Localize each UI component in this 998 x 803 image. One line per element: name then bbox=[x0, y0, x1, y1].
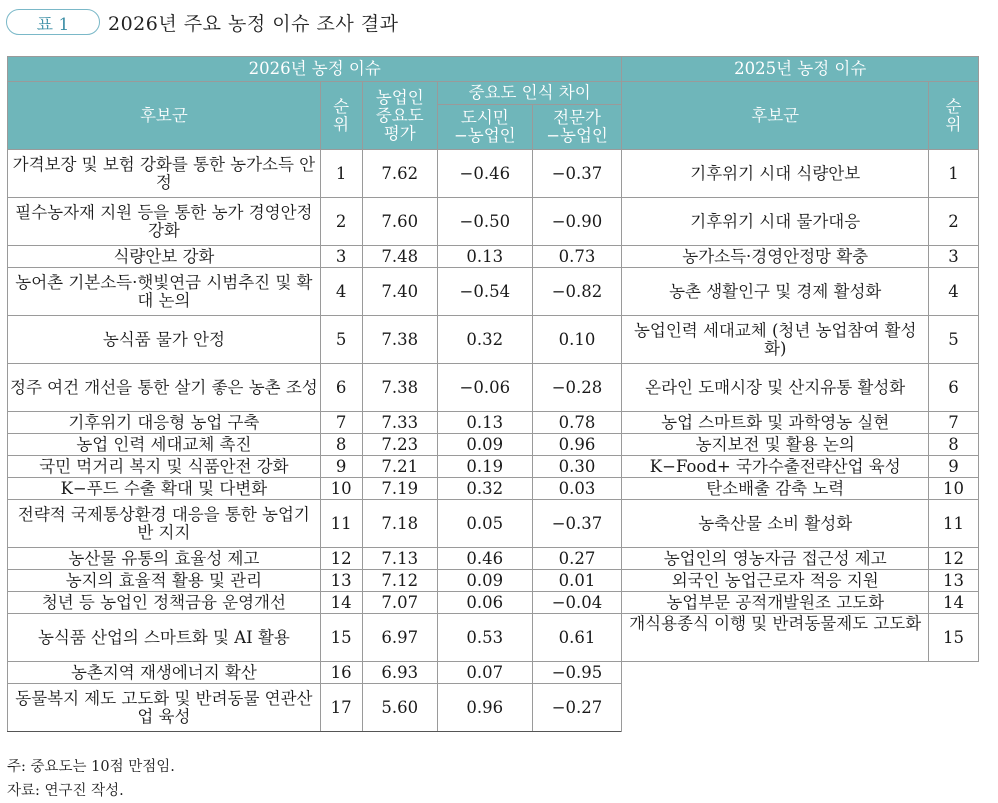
table-caption bbox=[6, 7, 398, 37]
header-importance: 농업인 중요도 평가 bbox=[362, 82, 437, 150]
candidate-cell: 농지의 효율적 활용 및 관리 bbox=[8, 570, 321, 592]
citizen-gap-cell: −0.50 bbox=[437, 198, 532, 246]
rank-cell: 11 bbox=[320, 500, 362, 548]
expert-gap-cell: 0.27 bbox=[532, 548, 622, 570]
footnote: 주: 중요도는 10점 만점임. bbox=[7, 759, 175, 775]
rank-cell: 6 bbox=[320, 364, 362, 412]
expert-gap-cell: −0.82 bbox=[532, 268, 622, 316]
rank-cell: 4 bbox=[320, 268, 362, 316]
expert-gap-cell: 0.61 bbox=[532, 614, 622, 662]
citizen-gap-cell: 0.09 bbox=[437, 434, 532, 456]
source-note: 자료: 연구진 작성. bbox=[7, 783, 124, 799]
citizen-gap-cell: 0.09 bbox=[437, 570, 532, 592]
citizen-gap-cell: −0.54 bbox=[437, 268, 532, 316]
importance-cell: 7.38 bbox=[362, 364, 437, 412]
issues-table bbox=[7, 56, 979, 732]
header-citizen-gap: 도시민 −농업인 bbox=[437, 105, 532, 150]
candidate-cell: 국민 먹거리 복지 및 식품안전 강화 bbox=[8, 456, 321, 478]
rank-2025-cell: 8 bbox=[929, 434, 979, 456]
rank-2025-cell: 10 bbox=[929, 478, 979, 500]
expert-gap-cell: 0.03 bbox=[532, 478, 622, 500]
candidate-cell: K−푸드 수출 확대 및 다변화 bbox=[8, 478, 321, 500]
rank-cell: 14 bbox=[320, 592, 362, 614]
importance-cell: 7.48 bbox=[362, 246, 437, 268]
citizen-gap-cell: 0.53 bbox=[437, 614, 532, 662]
rank-cell: 1 bbox=[320, 150, 362, 198]
rank-2025-cell: 2 bbox=[929, 198, 979, 246]
rank-2025-cell: 6 bbox=[929, 364, 979, 412]
candidate-cell: 농업 인력 세대교체 촉진 bbox=[8, 434, 321, 456]
citizen-gap-cell: 0.46 bbox=[437, 548, 532, 570]
rank-cell: 13 bbox=[320, 570, 362, 592]
rank-cell: 5 bbox=[320, 316, 362, 364]
table-row bbox=[8, 500, 979, 548]
importance-cell: 5.60 bbox=[362, 684, 437, 732]
empty-cell bbox=[622, 662, 979, 732]
candidate-cell: 가격보장 및 보험 강화를 통한 농가소득 안정 bbox=[8, 150, 321, 198]
citizen-gap-cell: 0.13 bbox=[437, 246, 532, 268]
table-number-badge: 표 1 bbox=[6, 9, 100, 35]
importance-cell: 7.12 bbox=[362, 570, 437, 592]
citizen-gap-cell: 0.05 bbox=[437, 500, 532, 548]
candidate-2025-cell: 기후위기 시대 식량안보 bbox=[622, 150, 929, 198]
expert-gap-cell: −0.90 bbox=[532, 198, 622, 246]
rank-2025-cell: 5 bbox=[929, 316, 979, 364]
expert-gap-cell: −0.04 bbox=[532, 592, 622, 614]
importance-cell: 7.19 bbox=[362, 478, 437, 500]
rank-2025-cell: 14 bbox=[929, 592, 979, 614]
candidate-2025-cell: 농업인력 세대교체 (청년 농업참여 활성화) bbox=[622, 316, 929, 364]
candidate-2025-cell: 농지보전 및 활용 논의 bbox=[622, 434, 929, 456]
header-2025-group: 2025년 농정 이슈 bbox=[622, 57, 979, 82]
citizen-gap-cell: 0.13 bbox=[437, 412, 532, 434]
candidate-2025-cell: 개식용종식 이행 및 반려동물제도 고도화 bbox=[622, 614, 929, 662]
rank-cell: 15 bbox=[320, 614, 362, 662]
rank-2025-cell: 15 bbox=[929, 614, 979, 662]
table-row bbox=[8, 198, 979, 246]
citizen-gap-cell: 0.06 bbox=[437, 592, 532, 614]
candidate-2025-cell: 농업부문 공적개발원조 고도화 bbox=[622, 592, 929, 614]
header-candidate-2025: 후보군 bbox=[622, 82, 929, 150]
rank-2025-cell: 3 bbox=[929, 246, 979, 268]
importance-cell: 7.33 bbox=[362, 412, 437, 434]
citizen-gap-cell: 0.32 bbox=[437, 478, 532, 500]
expert-gap-cell: 0.78 bbox=[532, 412, 622, 434]
table-row bbox=[8, 150, 979, 198]
header-gap: 중요도 인식 차이 bbox=[437, 82, 621, 105]
candidate-2025-cell: 농촌 생활인구 및 경제 활성화 bbox=[622, 268, 929, 316]
rank-2025-cell: 1 bbox=[929, 150, 979, 198]
citizen-gap-cell: 0.32 bbox=[437, 316, 532, 364]
rank-cell: 9 bbox=[320, 456, 362, 478]
header-expert-gap: 전문가 −농업인 bbox=[532, 105, 622, 150]
table-row bbox=[8, 434, 979, 456]
table-row bbox=[8, 478, 979, 500]
table-row bbox=[8, 456, 979, 478]
table-row bbox=[8, 268, 979, 316]
rank-2025-cell: 9 bbox=[929, 456, 979, 478]
candidate-cell: 농식품 산업의 스마트화 및 AI 활용 bbox=[8, 614, 321, 662]
expert-gap-cell: −0.37 bbox=[532, 500, 622, 548]
table-row bbox=[8, 592, 979, 614]
candidate-cell: 농어촌 기본소득·햇빛연금 시범추진 및 확대 논의 bbox=[8, 268, 321, 316]
importance-cell: 7.07 bbox=[362, 592, 437, 614]
importance-cell: 7.38 bbox=[362, 316, 437, 364]
expert-gap-cell: 0.96 bbox=[532, 434, 622, 456]
candidate-2025-cell: 농축산물 소비 활성화 bbox=[622, 500, 929, 548]
rank-2025-cell: 12 bbox=[929, 548, 979, 570]
table-row bbox=[8, 662, 979, 684]
candidate-2025-cell: K−Food+ 국가수출전략산업 육성 bbox=[622, 456, 929, 478]
importance-cell: 7.23 bbox=[362, 434, 437, 456]
candidate-cell: 농촌지역 재생에너지 확산 bbox=[8, 662, 321, 684]
expert-gap-cell: 0.30 bbox=[532, 456, 622, 478]
candidate-2025-cell: 농업인의 영농자금 접근성 제고 bbox=[622, 548, 929, 570]
header-2026-group: 2026년 농정 이슈 bbox=[8, 57, 622, 82]
candidate-cell: 정주 여건 개선을 통한 살기 좋은 농촌 조성 bbox=[8, 364, 321, 412]
citizen-gap-cell: −0.06 bbox=[437, 364, 532, 412]
header-rank-2025: 순위 bbox=[929, 82, 979, 150]
citizen-gap-cell: −0.46 bbox=[437, 150, 532, 198]
candidate-cell: 동물복지 제도 고도화 및 반려동물 연관산업 육성 bbox=[8, 684, 321, 732]
candidate-2025-cell: 온라인 도매시장 및 산지유통 활성화 bbox=[622, 364, 929, 412]
header-candidate: 후보군 bbox=[8, 82, 321, 150]
table-row bbox=[8, 412, 979, 434]
citizen-gap-cell: 0.19 bbox=[437, 456, 532, 478]
header-rank: 순위 bbox=[320, 82, 362, 150]
table-title: 2026년 주요 농정 이슈 조사 결과 bbox=[108, 12, 399, 35]
table-row bbox=[8, 316, 979, 364]
importance-cell: 7.60 bbox=[362, 198, 437, 246]
candidate-2025-cell: 농가소득·경영안정망 확충 bbox=[622, 246, 929, 268]
rank-cell: 8 bbox=[320, 434, 362, 456]
rank-cell: 12 bbox=[320, 548, 362, 570]
table-row bbox=[8, 548, 979, 570]
rank-cell: 7 bbox=[320, 412, 362, 434]
importance-cell: 6.93 bbox=[362, 662, 437, 684]
rank-2025-cell: 4 bbox=[929, 268, 979, 316]
table-row bbox=[8, 614, 979, 662]
rank-cell: 16 bbox=[320, 662, 362, 684]
importance-cell: 7.21 bbox=[362, 456, 437, 478]
candidate-cell: 전략적 국제통상환경 대응을 통한 농업기반 지지 bbox=[8, 500, 321, 548]
expert-gap-cell: −0.37 bbox=[532, 150, 622, 198]
rank-cell: 17 bbox=[320, 684, 362, 732]
importance-cell: 7.18 bbox=[362, 500, 437, 548]
citizen-gap-cell: 0.96 bbox=[437, 684, 532, 732]
candidate-cell: 식량안보 강화 bbox=[8, 246, 321, 268]
importance-cell: 6.97 bbox=[362, 614, 437, 662]
candidate-2025-cell: 농업 스마트화 및 과학영농 실현 bbox=[622, 412, 929, 434]
candidate-cell: 기후위기 대응형 농업 구축 bbox=[8, 412, 321, 434]
expert-gap-cell: −0.95 bbox=[532, 662, 622, 684]
table-row bbox=[8, 364, 979, 412]
importance-cell: 7.62 bbox=[362, 150, 437, 198]
importance-cell: 7.40 bbox=[362, 268, 437, 316]
expert-gap-cell: 0.73 bbox=[532, 246, 622, 268]
table-row bbox=[8, 246, 979, 268]
expert-gap-cell: −0.28 bbox=[532, 364, 622, 412]
candidate-2025-cell: 기후위기 시대 물가대응 bbox=[622, 198, 929, 246]
rank-cell: 2 bbox=[320, 198, 362, 246]
candidate-2025-cell: 탄소배출 감축 노력 bbox=[622, 478, 929, 500]
rank-cell: 10 bbox=[320, 478, 362, 500]
expert-gap-cell: 0.10 bbox=[532, 316, 622, 364]
table-row bbox=[8, 570, 979, 592]
rank-2025-cell: 11 bbox=[929, 500, 979, 548]
candidate-cell: 필수농자재 지원 등을 통한 농가 경영안정 강화 bbox=[8, 198, 321, 246]
candidate-2025-cell: 외국인 농업근로자 적응 지원 bbox=[622, 570, 929, 592]
candidate-cell: 청년 등 농업인 정책금융 운영개선 bbox=[8, 592, 321, 614]
rank-2025-cell: 7 bbox=[929, 412, 979, 434]
expert-gap-cell: 0.01 bbox=[532, 570, 622, 592]
importance-cell: 7.13 bbox=[362, 548, 437, 570]
rank-cell: 3 bbox=[320, 246, 362, 268]
citizen-gap-cell: 0.07 bbox=[437, 662, 532, 684]
expert-gap-cell: −0.27 bbox=[532, 684, 622, 732]
candidate-cell: 농산물 유통의 효율성 제고 bbox=[8, 548, 321, 570]
rank-2025-cell: 13 bbox=[929, 570, 979, 592]
candidate-cell: 농식품 물가 안정 bbox=[8, 316, 321, 364]
